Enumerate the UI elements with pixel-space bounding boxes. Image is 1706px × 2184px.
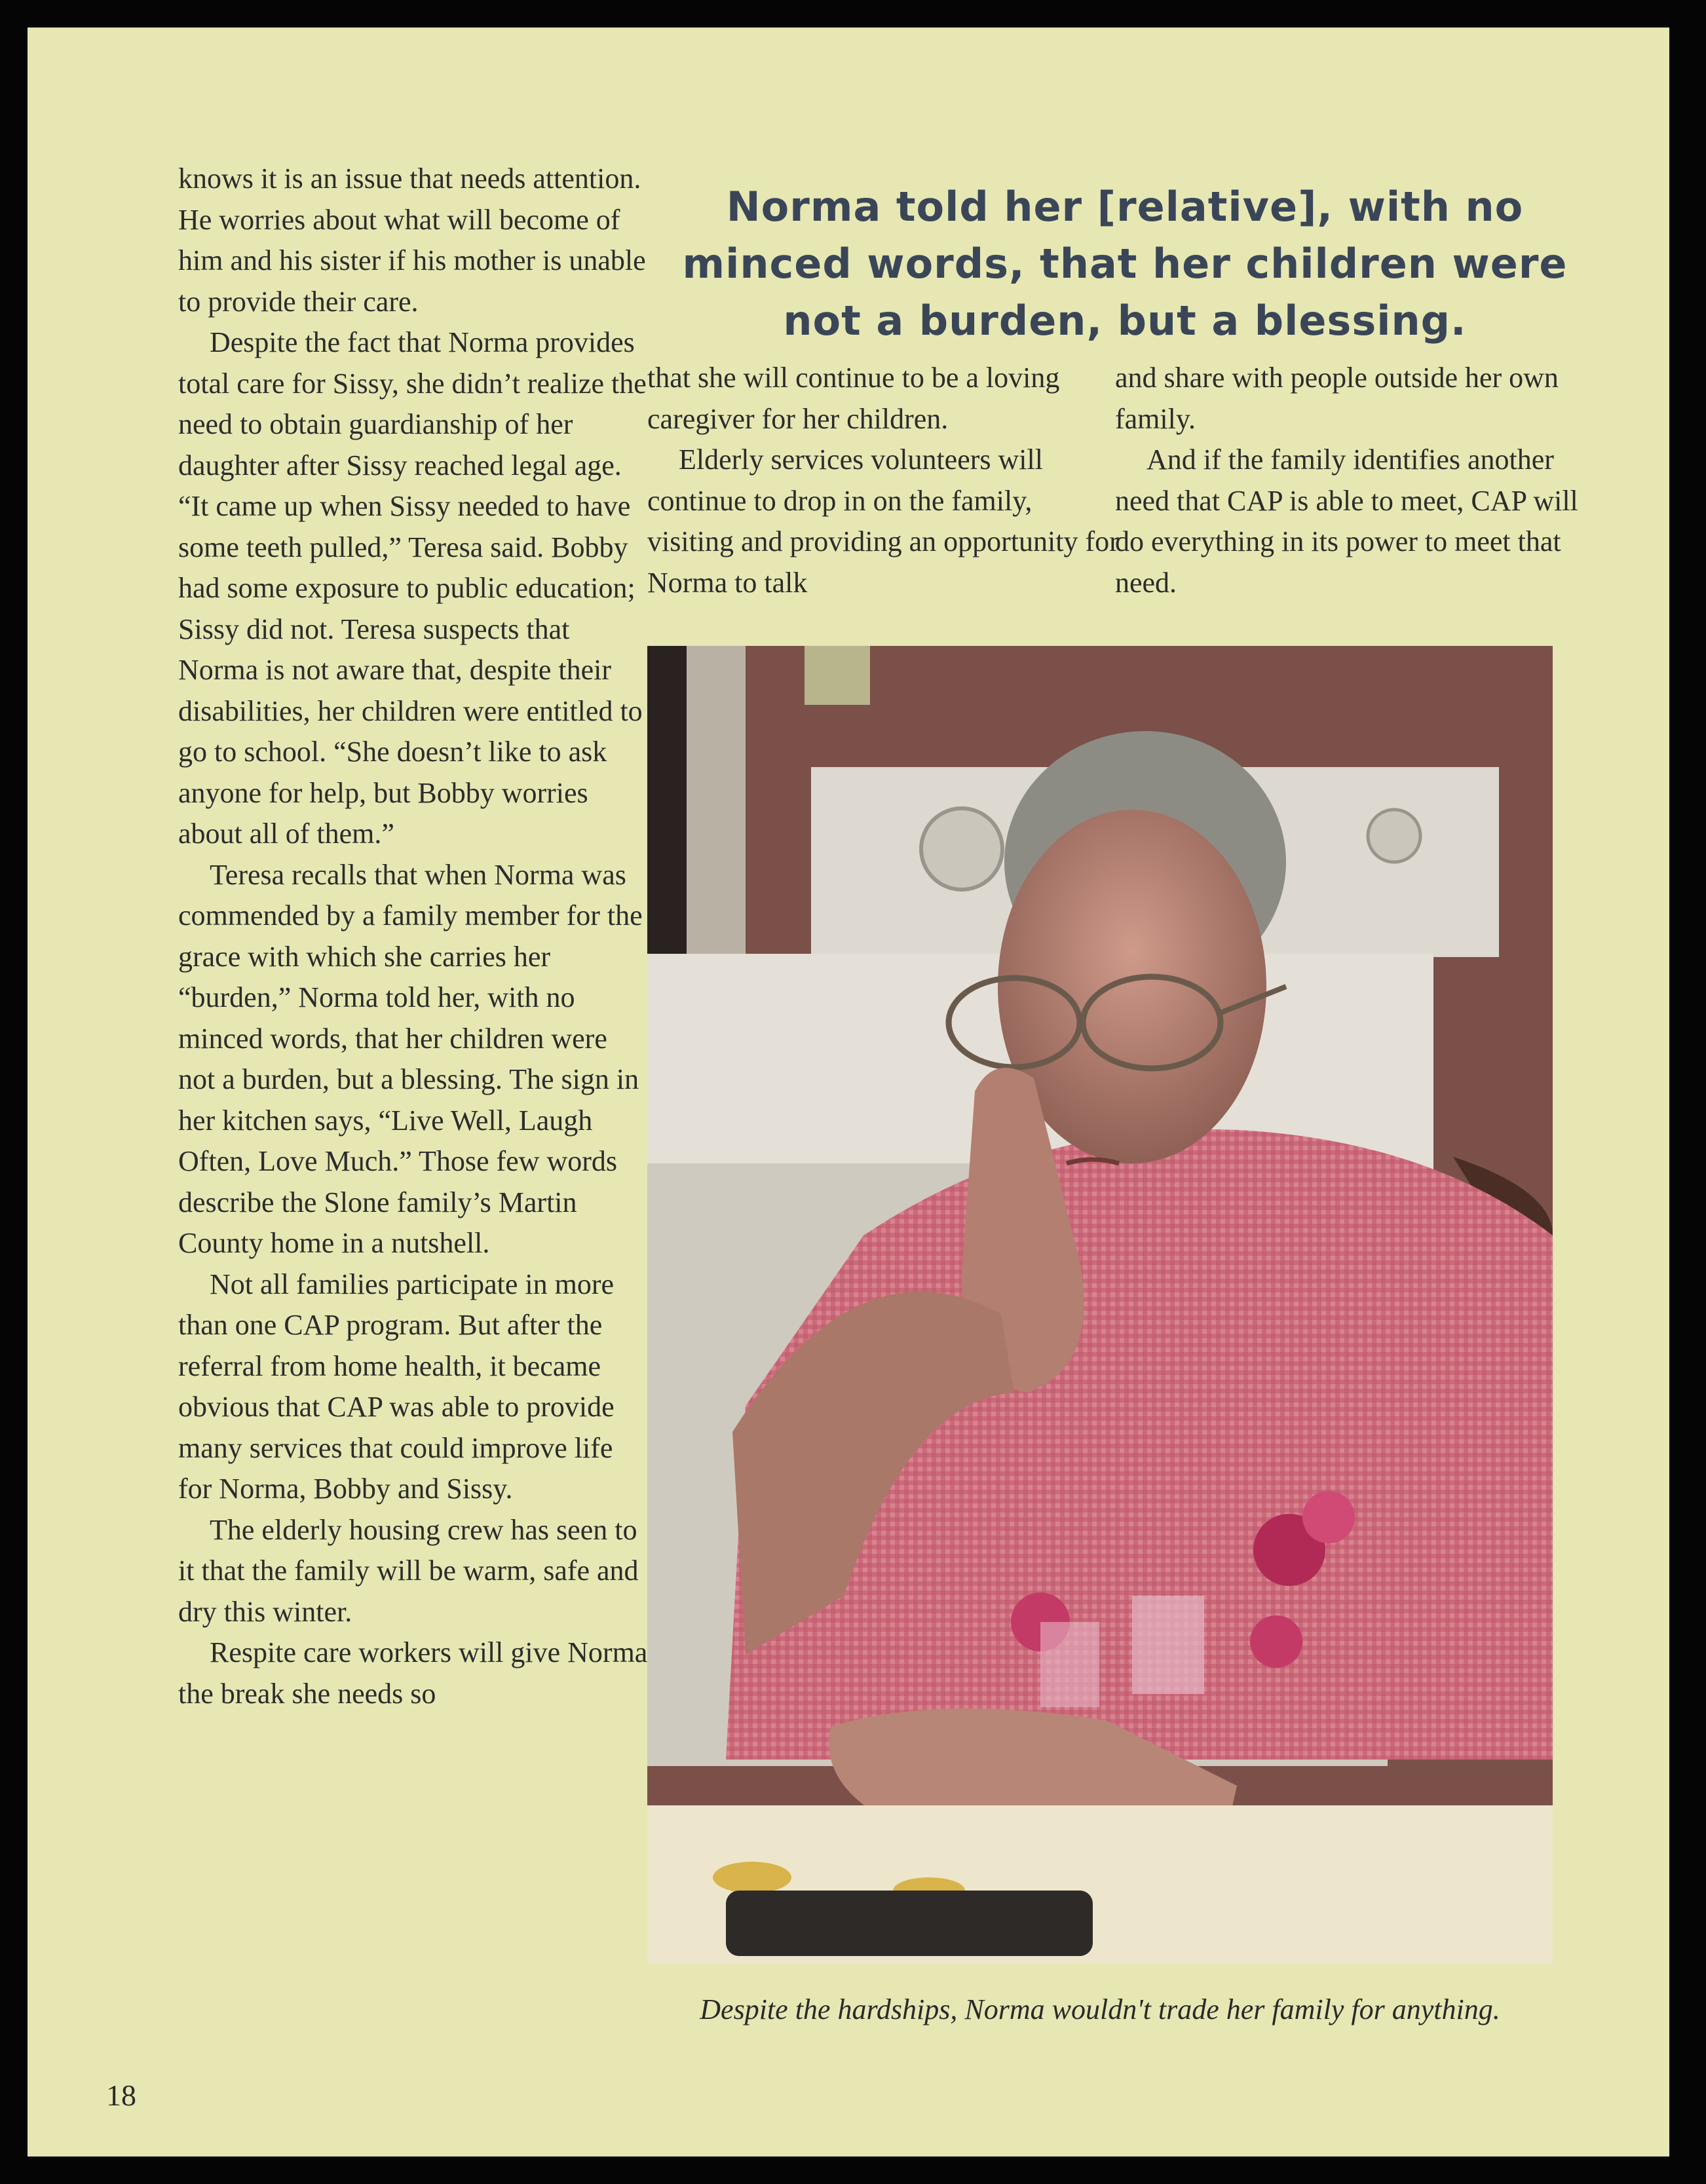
middle-paragraph-1: that she will continue to be a loving caregiver for her children. [647, 362, 1060, 435]
left-paragraph-6: Respite care workers will give Norma the break she needs so [178, 1636, 648, 1710]
right-paragraph-1: and share with people outside her own family. [1115, 362, 1559, 435]
middle-paragraph-2: Elderly services volunteers will continue to drop in on the family, visiting and providing an opportunity for Norma to talk [647, 443, 1119, 599]
left-paragraph-3: Teresa recalls that when Norma was commended by a family member for the grace with which she carries her “burden,” Norma told her, with no minced words, that her children were not a burden, but a blessing. The sign in her kitchen says, “Live Well, Laugh Often, Love Much.” Those few words describe the Slone family’s Martin County home in a nutshell. [178, 858, 643, 1259]
right-paragraph-2: And if the family identifies another need that CAP is able to meet, CAP will do everything in its power to meet that need. [1115, 443, 1578, 599]
left-paragraph-5: The elderly housing crew has seen to it that the family will be warm, safe and dry this winter. [178, 1513, 639, 1628]
pull-quote: Norma told her [relative], with no minced words, that her children were not a burden, but a blessing. [682, 183, 1568, 345]
left-paragraph-2: Despite the fact that Norma provides total care for Sissy, she didn’t realize the need to obtain guardianship of her daughter after Sissy reached legal age. “It came up when Sissy needed to have some teeth pulled,” Teresa said. Bobby had some exposure to public education; Sissy did not. Teresa suspects that Norma is not aware that, despite their disabilities, her children were entitled to go to school. “She doesn’t like to ask anyone for help, but Bobby worries about all of them.” [178, 326, 647, 850]
page-number: 18 [106, 2079, 136, 2112]
portrait-illustration [647, 646, 1553, 1964]
left-text-column [178, 159, 650, 1714]
magazine-page [28, 28, 1669, 2156]
left-paragraph-1: knows it is an issue that needs attention. He worries about what will become of him and his sister if his mother is unable to provide their care. [178, 162, 646, 318]
left-paragraph-4: Not all families participate in more than one CAP program. But after the referral from home health, it became obvious that CAP was able to provide many services that could improve life for Norma, Bobby and Sissy. [178, 1268, 615, 1505]
right-text-column [1115, 358, 1587, 603]
photo-caption: Despite the hardships, Norma wouldn't trade her family for anything. [700, 1993, 1500, 2025]
portrait-photo [647, 646, 1553, 1964]
middle-text-column [647, 358, 1119, 603]
